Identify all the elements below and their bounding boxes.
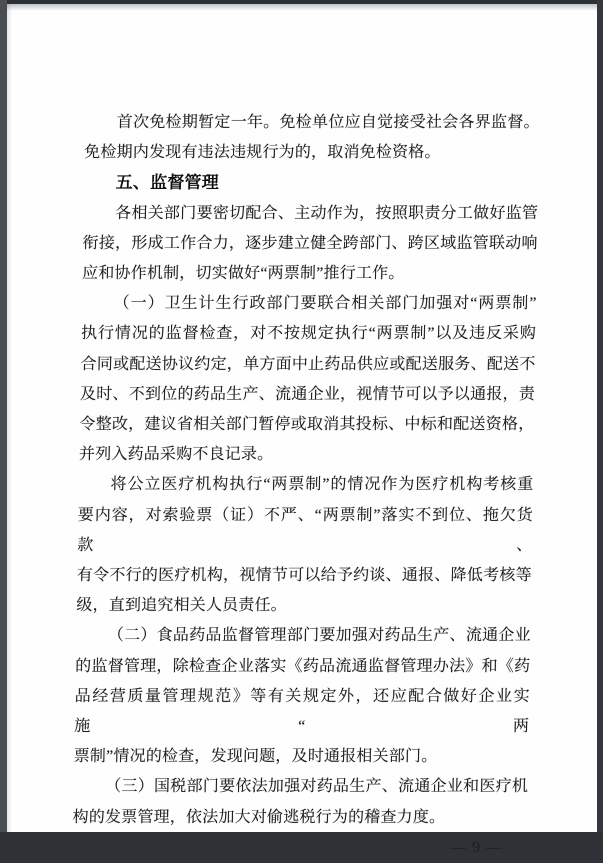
scan-edge-right <box>597 0 603 840</box>
document-line: 要内容，对索验票（证）不严、“两票制”落实不到位、拖欠货款、 <box>77 506 534 554</box>
document-line: 的监督管理，除检查企业落实《药品流通监督管理办法》和《药 <box>75 657 531 675</box>
page-number: — 9 — <box>449 838 504 856</box>
document-line: 应和协作机制，切实做好“两票制”推行工作。 <box>81 265 405 283</box>
document-line: 执行情况的监督检查，对不按规定执行“两票制”以及违反采购 <box>80 325 537 343</box>
document-line: 免检期内发现有违法违规行为的，取消免检资格。 <box>84 144 441 162</box>
document-body <box>72 108 540 863</box>
document-line: 首次免检期暂定一年。免检单位应自觉接受社会各界监督。 <box>116 114 540 131</box>
document-line: 衔接，形成工作合力，逐步建立健全跨部门、跨区域监管联动响 <box>82 234 538 252</box>
document-line: 构的发票管理，依法加大对偷逃税行为的稽查力度。 <box>72 808 446 826</box>
document-line: 各相关部门要密切配合、主动作为，按照职责分工做好监管 <box>115 204 539 222</box>
document-line: （二）食品药品监督管理部门要加强对药品生产、流通企业 <box>107 627 531 645</box>
document-line: 合同或配送协议约定，单方面中止药品供应或配送服务、配送不 <box>80 355 536 373</box>
document-line: 票制”情况的检查，发现问题，及时通报相关部门。 <box>73 748 438 766</box>
document-line: 级，直到追究相关人员责任。 <box>76 597 288 615</box>
document-line: 品经营质量管理规范》等有关规定外，还应配合做好企业实施“两 <box>74 687 530 736</box>
document-line: 将公立医疗机构执行“两票制”的情况作为医疗机构考核重 <box>110 476 534 494</box>
section-heading: 五、监督管理 <box>115 173 220 193</box>
document-line: 有令不行的医疗机构，视情节可以给予约谈、通报、降低考核等 <box>76 567 532 585</box>
document-line: 及时、不到位的药品生产、流通企业，视情节可以予以通报，责 <box>79 385 536 403</box>
scan-edge-left <box>0 0 7 840</box>
document-line: （一）卫生计生行政部门要联合相关部门加强对“两票制” <box>113 295 537 313</box>
document-line: 并列入药品采购不良记录。 <box>78 446 274 464</box>
document-page <box>7 4 597 856</box>
document-line: （三）国税部门要依法加强对药品生产、流通企业和医疗机 <box>105 778 529 796</box>
document-line: 令整改，建议省相关部门暂停或取消其投标、中标和配送资格， <box>79 416 535 434</box>
